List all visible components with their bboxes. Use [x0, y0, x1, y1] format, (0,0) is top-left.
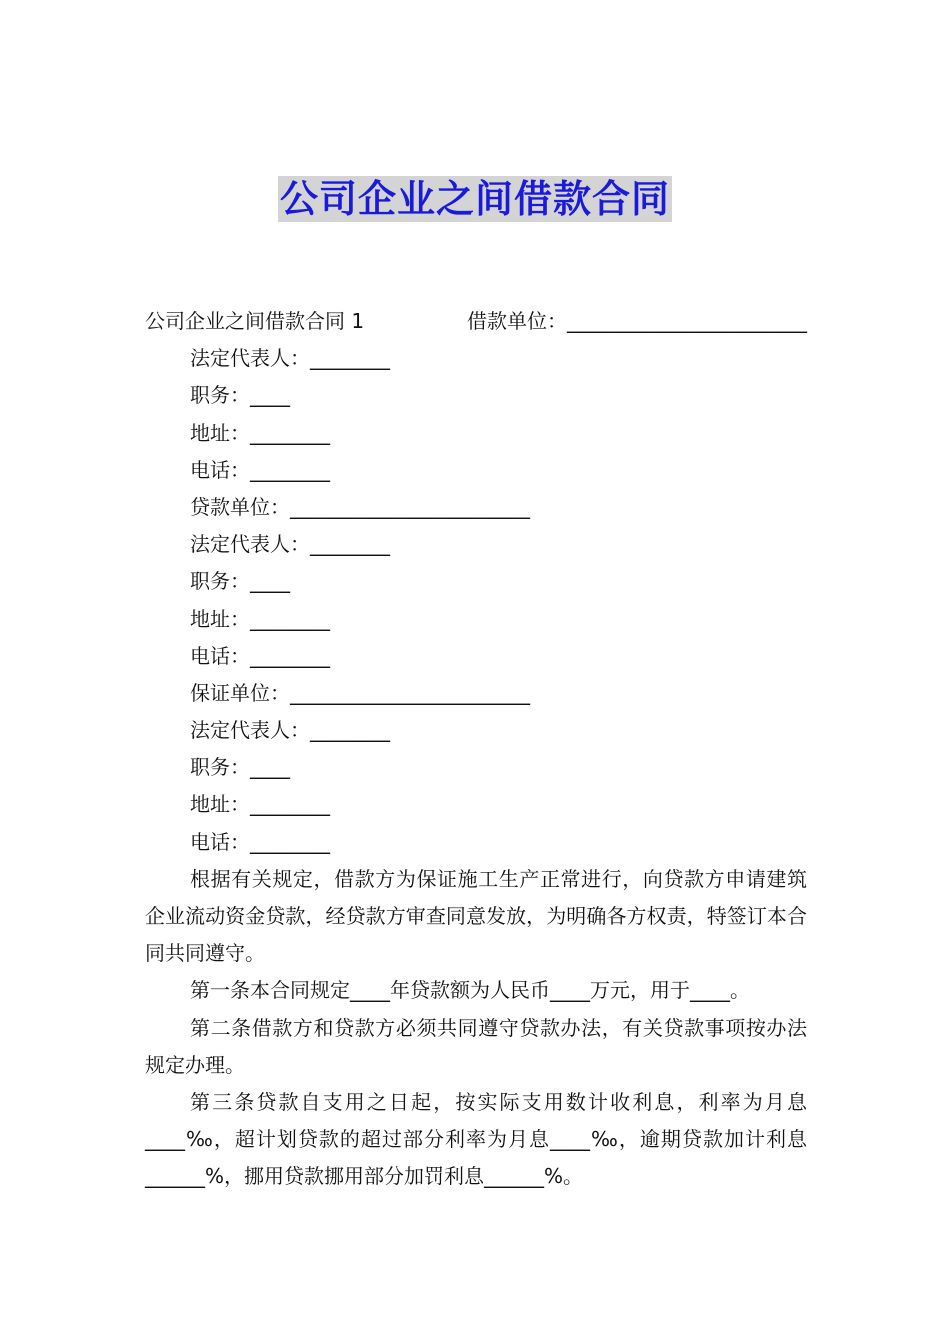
guarantor-address-field: 地址：________ [190, 792, 330, 817]
borrower-legal-rep-field: 法定代表人：________ [190, 346, 390, 371]
borrower-position-field: 职务：____ [190, 383, 290, 408]
lender-legal-rep-field: 法定代表人：________ [190, 532, 390, 557]
header-line [145, 303, 807, 340]
borrower-phone-field: 电话：________ [190, 457, 330, 482]
title-container [0, 176, 950, 222]
header-line-left: 公司企业之间借款合同 1 [145, 309, 365, 333]
guarantor-legal-rep-field: 法定代表人：________ [190, 718, 390, 743]
preamble-paragraph: 根据有关规定，借款方为保证施工生产正常进行，向贷款方申请建筑企业流动资金贷款，经贷款方审查同意发放，为明确各方权责，特签订本合同共同遵守。 [145, 866, 807, 966]
article-2-paragraph: 第二条借款方和贷款方必须共同遵守贷款办法，有关贷款事项按办法规定办理。 [145, 1015, 807, 1077]
document-title: 公司企业之间借款合同 [279, 177, 670, 221]
guarantor-phone-field: 电话：________ [190, 829, 330, 854]
document-body [145, 303, 807, 1196]
lender-position-field: 职务：____ [190, 569, 290, 594]
article-3-paragraph: 第三条贷款自支用之日起，按实际支用数计收利息，利率为月息____‰，超计划贷款的超过部分利率为月息____‰，逾期贷款加计利息______%，挪用贷款挪用部分加罚利息______%。 [145, 1090, 807, 1189]
guarantor-position-field: 职务：____ [190, 755, 290, 780]
lender-address-field: 地址：________ [190, 606, 330, 631]
article-1-paragraph: 第一条本合同规定____年贷款额为人民币____万元，用于____。 [190, 978, 750, 1003]
borrower-unit-field: 借款单位：________________________ [467, 309, 807, 333]
lender-unit-field: 贷款单位：________________________ [190, 494, 530, 519]
lender-phone-field: 电话：________ [190, 643, 330, 668]
guarantor-unit-field: 保证单位：________________________ [190, 680, 530, 705]
borrower-address-field: 地址：________ [190, 420, 330, 445]
